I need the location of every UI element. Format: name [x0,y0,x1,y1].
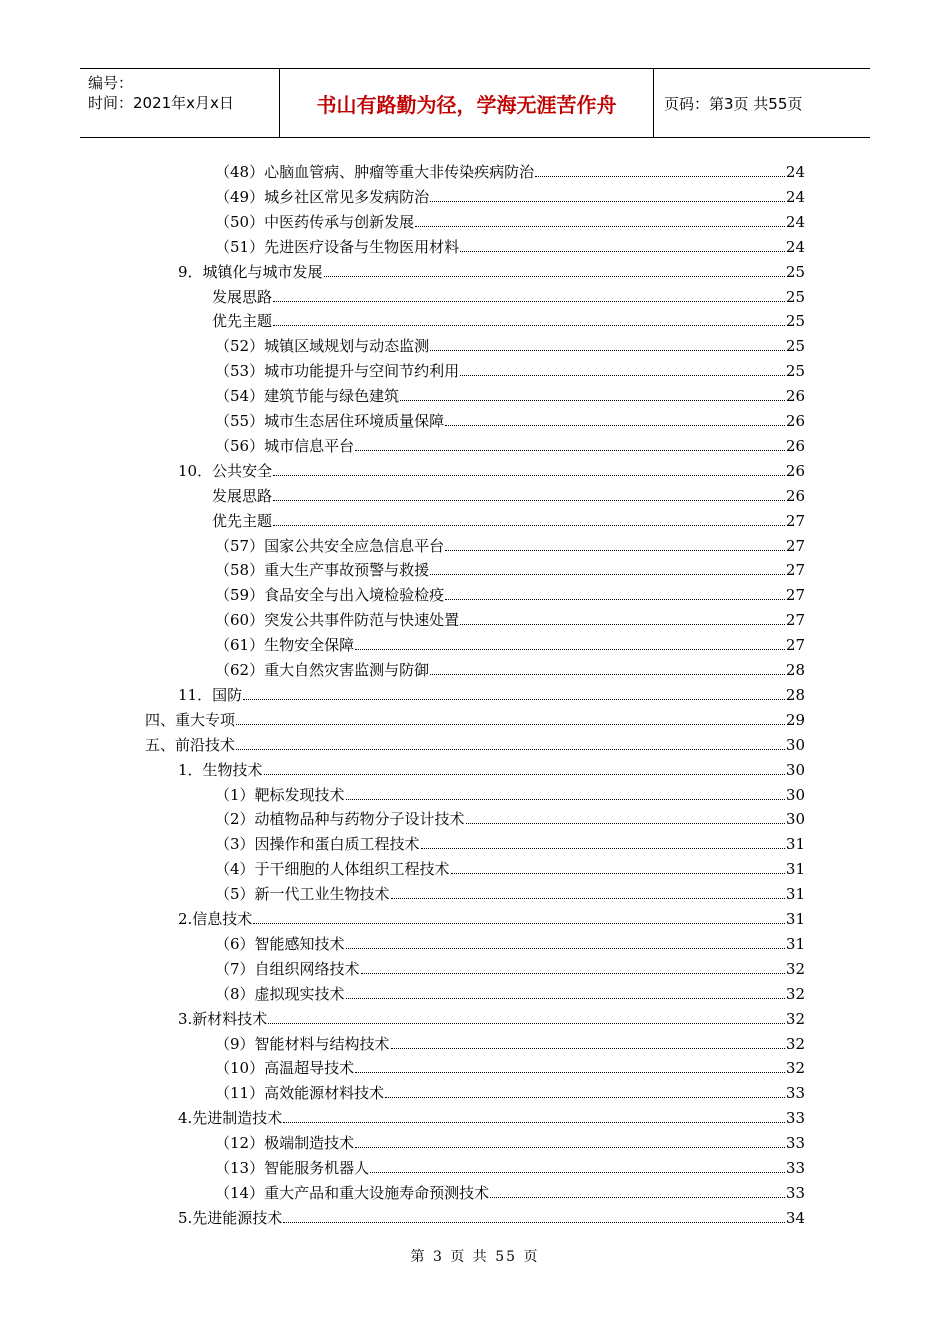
toc-entry[interactable] [215,357,805,381]
toc-entry-page: 26 [785,412,805,430]
toc-dot-leader [324,276,785,277]
toc-entry-page: 33 [785,1183,805,1202]
toc-dot-leader [273,475,785,476]
toc-entry-page: 31 [785,860,805,879]
toc-entry-page: 34 [785,1208,805,1227]
toc-dot-leader [445,550,785,551]
toc-dot-leader [346,799,785,800]
toc-entry-title: 9．城镇化与城市发展 [178,262,323,281]
toc-entry-page: 27 [785,636,805,655]
toc-entry[interactable] [215,930,805,954]
toc-entry-page: 32 [785,959,805,978]
toc-dot-leader [273,525,785,526]
toc-entry-page: 29 [785,710,805,729]
toc-entry-page: 31 [785,910,805,928]
toc-entry-title: （58）重大生产事故预警与救援 [215,561,430,580]
toc-entry-title: 10．公共安全 [178,461,273,480]
toc-entry[interactable] [178,756,805,780]
toc-entry[interactable] [178,457,805,481]
toc-entry-title: 优先主题 [212,312,273,331]
toc-entry-title: （4）于干细胞的人体组织工程技术 [215,860,450,879]
toc-entry[interactable] [215,656,805,680]
toc-dot-leader [460,624,785,625]
toc-entry[interactable] [178,1204,805,1228]
header-page-info: 页码：第3页 共55页 [664,94,803,113]
toc-entry-title: （57）国家公共安全应急信息平台 [215,536,445,555]
toc-dot-leader [535,176,785,177]
toc-dot-leader [451,873,785,874]
toc-entry[interactable] [178,1104,805,1128]
toc-entry[interactable] [215,432,805,456]
toc-entry[interactable] [215,805,805,829]
toc-entry-page: 25 [785,287,805,306]
toc-entry-title: （7）自组织网络技术 [215,959,360,978]
toc-entry-title: 4.先进制造技术 [178,1109,283,1128]
toc-entry-title: （5）新一代工业生物技术 [215,885,390,904]
toc-entry-page: 30 [785,735,805,754]
toc-dot-leader [273,325,785,326]
toc-entry-page: 26 [785,486,805,505]
toc-dot-leader [391,898,785,899]
toc-entry-page: 33 [785,1159,805,1177]
toc-entry-title: （9）智能材料与结构技术 [215,1034,390,1053]
toc-entry-page: 26 [785,387,805,406]
toc-entry-page: 28 [785,661,805,679]
toc-entry-page: 25 [785,262,805,281]
toc-entry[interactable] [215,382,805,406]
toc-entry-title: （11）高效能源材料技术 [215,1084,385,1103]
toc-entry[interactable] [215,233,805,257]
toc-dot-leader [415,226,785,227]
toc-entry[interactable] [212,307,805,331]
toc-entry-title: （62）重大自然灾害监测与防御 [215,661,430,679]
toc-entry-page: 25 [785,312,805,331]
toc-entry-title: 四、重大专项 [145,710,236,729]
toc-dot-leader [355,450,785,451]
toc-entry[interactable] [212,507,805,531]
toc-entry-title: 3.新材料技术 [178,1009,268,1028]
toc-entry-page: 32 [785,1059,805,1078]
toc-entry-title: （59）食品安全与出入境检验检疫 [215,586,445,605]
toc-entry-title: 五、前沿技术 [145,735,236,754]
toc-entry[interactable] [215,855,805,879]
toc-entry-title: （50）中医药传承与创新发展 [215,212,415,231]
toc-entry-page: 30 [785,785,805,804]
toc-entry[interactable] [215,781,805,805]
toc-entry[interactable] [145,731,805,755]
header-motto: 书山有路勤为径，学海无涯苦作舟 [280,69,654,137]
toc-entry-page: 27 [785,611,805,630]
toc-entry-title: （54）建筑节能与绿色建筑 [215,387,400,406]
toc-entry-page: 24 [785,163,805,181]
toc-entry-title: （10）高温超导技术 [215,1059,355,1078]
toc-dot-leader [273,500,785,501]
toc-entry[interactable] [215,208,805,232]
toc-entry-title: （55）城市生态居住环境质量保障 [215,412,445,430]
toc-dot-leader [466,823,785,824]
page-header [80,68,870,138]
toc-entry-title: 发展思路 [212,486,273,505]
toc-dot-leader [400,400,785,401]
document-number-label: 编号： [88,74,134,92]
toc-dot-leader [273,301,785,302]
toc-entry[interactable] [215,606,805,630]
toc-entry[interactable] [215,532,805,556]
toc-entry-page: 33 [785,1084,805,1103]
toc-entry-page: 27 [785,561,805,580]
toc-entry[interactable] [215,556,805,580]
toc-entry[interactable] [212,482,805,506]
toc-entry-page: 26 [785,436,805,455]
toc-dot-leader [391,1048,785,1049]
toc-entry-title: （2）动植物品种与药物分子设计技术 [215,810,465,829]
toc-entry-page: 30 [785,760,805,779]
toc-dot-leader [264,774,785,775]
toc-entry[interactable] [215,158,805,182]
toc-entry-page: 27 [785,586,805,605]
toc-entry-page: 33 [785,1134,805,1153]
toc-dot-leader [361,973,785,974]
toc-entry-page: 33 [785,1109,805,1128]
toc-entry-page: 24 [785,212,805,231]
toc-entry-page: 24 [785,187,805,206]
toc-entry-title: 11．国防 [178,685,243,704]
toc-entry[interactable] [178,1005,805,1029]
document-date: 时间：2021年x月x日 [88,94,234,112]
toc-entry[interactable] [215,631,805,655]
toc-entry-title: （1）靶标发现技术 [215,785,345,804]
toc-entry-title: （60）突发公共事件防范与快速处置 [215,611,460,630]
toc-entry-page: 30 [785,810,805,829]
toc-entry[interactable] [215,830,805,854]
toc-entry-page: 25 [785,337,805,356]
toc-dot-leader [430,574,785,575]
toc-dot-leader [460,251,785,252]
toc-entry-title: 5.先进能源技术 [178,1208,283,1227]
toc-entry-page: 25 [785,362,805,381]
toc-dot-leader [236,749,785,750]
toc-dot-leader [283,1122,785,1123]
toc-entry[interactable] [215,1030,805,1054]
toc-entry-page: 31 [785,885,805,904]
toc-entry-page: 32 [785,984,805,1003]
toc-entry-title: （6）智能感知技术 [215,934,345,953]
toc-entry[interactable] [215,955,805,979]
page-footer: 第 3 页 共 55 页 [410,1249,540,1265]
toc-entry[interactable] [215,183,805,207]
toc-dot-leader [430,674,785,675]
toc-dot-leader [445,599,785,600]
toc-entry[interactable] [215,1154,805,1178]
toc-entry[interactable] [215,1054,805,1078]
toc-entry-title: （51）先进医疗设备与生物医用材料 [215,237,460,256]
toc-entry-page: 27 [785,511,805,530]
toc-entry[interactable] [178,681,805,705]
toc-entry-page: 28 [785,685,805,704]
toc-dot-leader [385,1097,785,1098]
toc-entry-title: （53）城市功能提升与空间节约利用 [215,362,460,381]
toc-entry-title: （49）城乡社区常见多发病防治 [215,187,430,206]
toc-dot-leader [355,1147,785,1148]
header-meta [80,69,280,137]
toc-entry[interactable] [178,258,805,282]
toc-entry-title: （8）虚拟现实技术 [215,984,345,1003]
toc-dot-leader [490,1197,785,1198]
toc-dot-leader [243,699,785,700]
toc-entry-page: 26 [785,461,805,480]
toc-dot-leader [236,724,785,725]
toc-entry[interactable] [212,283,805,307]
toc-entry-title: （56）城市信息平台 [215,436,355,455]
toc-entry-title: （48）心脑血管病、肿瘤等重大非传染疾病防治 [215,163,535,181]
toc-dot-leader [370,1172,785,1173]
toc-entry-page: 31 [785,934,805,953]
toc-entry[interactable] [215,1129,805,1153]
toc-dot-leader [346,948,785,949]
toc-entry-title: （12）极端制造技术 [215,1134,355,1153]
toc-dot-leader [430,201,785,202]
toc-entry[interactable] [215,1179,805,1203]
toc-entry-page: 24 [785,237,805,256]
toc-entry[interactable] [215,581,805,605]
toc-entry[interactable] [215,980,805,1004]
toc-dot-leader [421,848,785,849]
toc-entry-title: （61）生物安全保障 [215,636,355,655]
toc-entry-title: 2.信息技术 [178,910,253,928]
toc-dot-leader [253,923,785,924]
toc-entry-title: （14）重大产品和重大设施寿命预测技术 [215,1183,490,1202]
toc-dot-leader [430,350,785,351]
toc-entry-title: 1．生物技术 [178,760,263,779]
toc-dot-leader [445,425,785,426]
toc-entry[interactable] [145,706,805,730]
toc-dot-leader [460,375,785,376]
toc-dot-leader [355,649,785,650]
toc-entry-title: （13）智能服务机器人 [215,1159,370,1177]
toc-entry-title: （3）因操作和蛋白质工程技术 [215,835,420,854]
toc-entry-title: 发展思路 [212,287,273,306]
toc-dot-leader [268,1023,785,1024]
toc-dot-leader [346,998,785,999]
toc-entry[interactable] [215,332,805,356]
toc-entry-title: （52）城镇区域规划与动态监测 [215,337,430,356]
toc-dot-leader [283,1222,785,1223]
toc-entry[interactable] [215,1079,805,1103]
toc-entry[interactable] [178,905,805,929]
toc-entry-page: 31 [785,835,805,854]
toc-entry-page: 32 [785,1034,805,1053]
toc-entry[interactable] [215,407,805,431]
toc-dot-leader [355,1072,785,1073]
toc-entry[interactable] [215,880,805,904]
toc-entry-page: 32 [785,1009,805,1028]
toc-entry-page: 27 [785,536,805,555]
toc-entry-title: 优先主题 [212,511,273,530]
